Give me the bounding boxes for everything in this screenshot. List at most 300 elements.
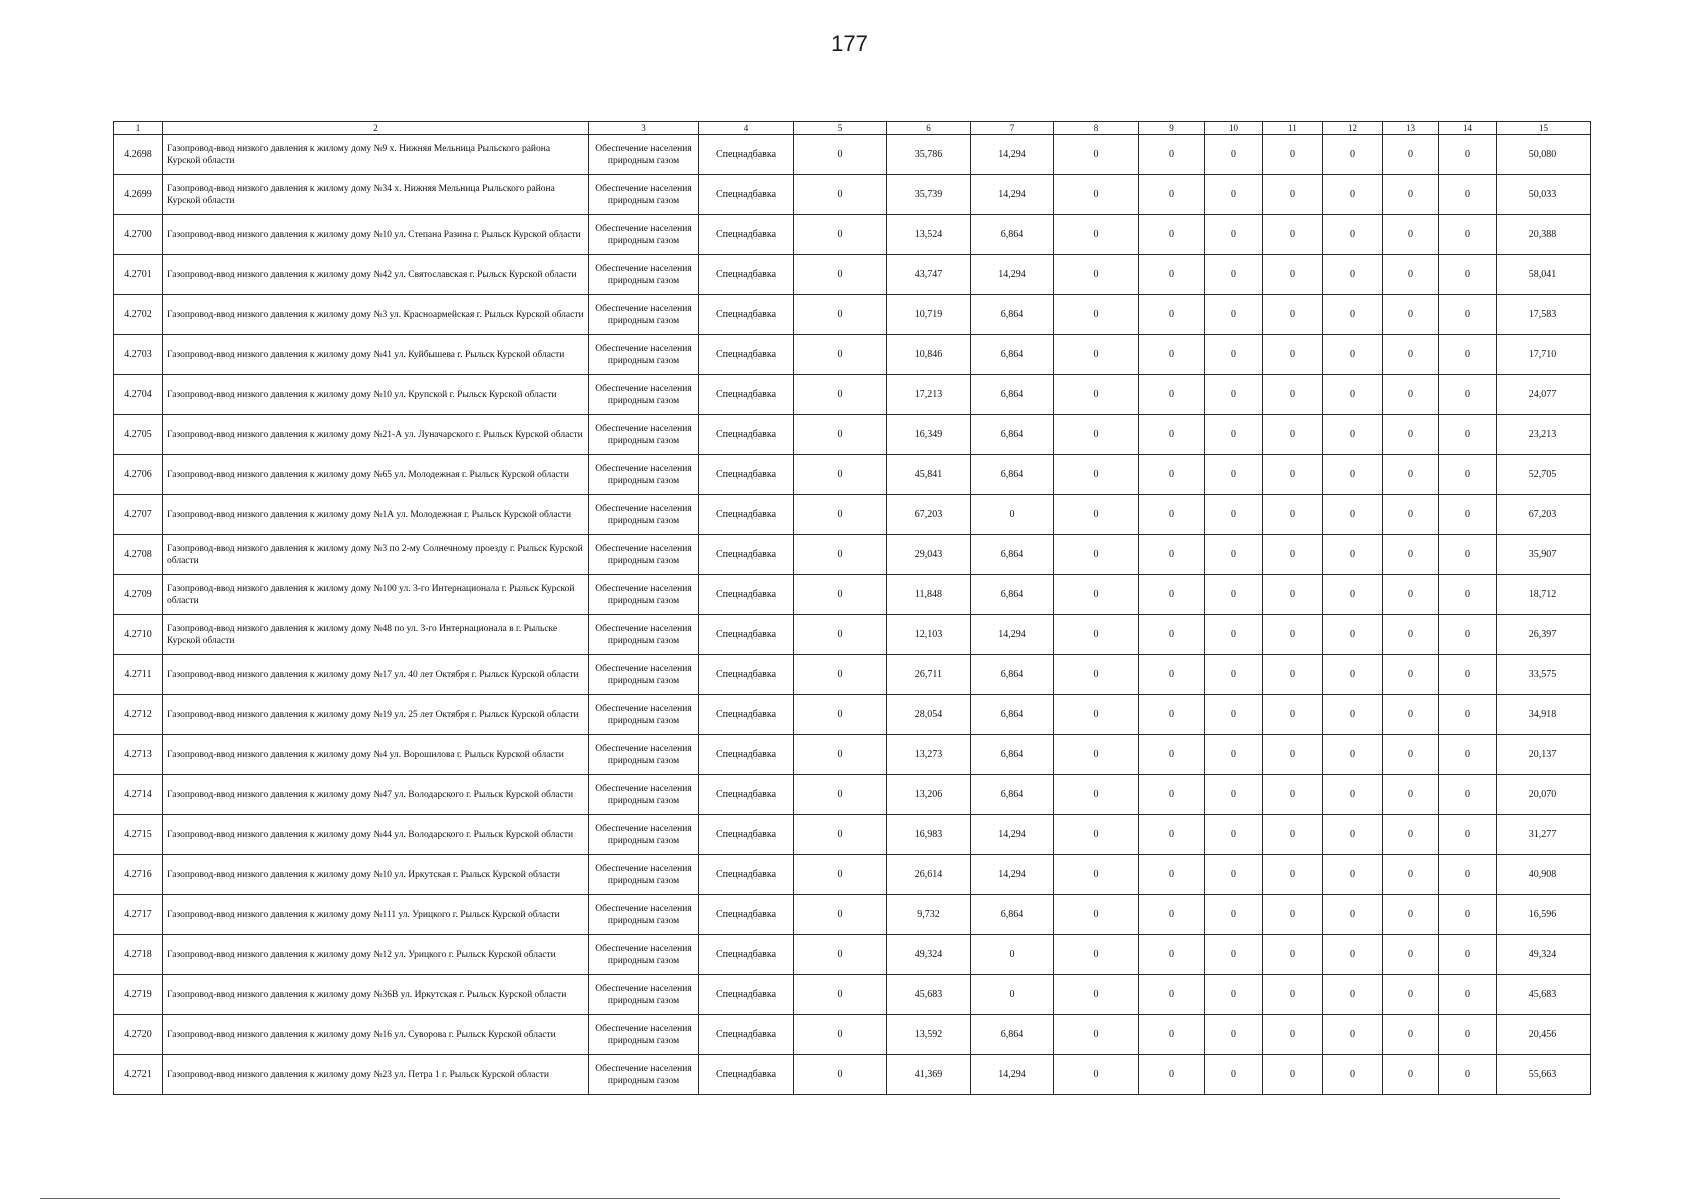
value-cell-col5: 0 (794, 175, 887, 215)
value-cell-col8: 0 (1054, 935, 1139, 975)
row-id-cell: 4.2703 (114, 335, 163, 375)
value-cell-col9: 0 (1139, 255, 1205, 295)
value-cell-col6: 13,524 (887, 215, 971, 255)
value-cell-col8: 0 (1054, 255, 1139, 295)
value-cell-col9: 0 (1139, 655, 1205, 695)
value-cell-col10: 0 (1205, 135, 1263, 175)
value-cell-col14: 0 (1439, 815, 1497, 855)
value-cell-col9: 0 (1139, 135, 1205, 175)
value-cell-col5: 0 (794, 735, 887, 775)
value-cell-col11: 0 (1263, 215, 1323, 255)
value-cell-col5: 0 (794, 655, 887, 695)
value-cell-col7: 6,864 (971, 335, 1054, 375)
value-cell-col13: 0 (1383, 895, 1439, 935)
value-cell-col15: 23,213 (1497, 415, 1591, 455)
value-cell-col5: 0 (794, 855, 887, 895)
funding-source-cell: Спецнадбавка (699, 215, 794, 255)
value-cell-col8: 0 (1054, 655, 1139, 695)
value-cell-col8: 0 (1054, 495, 1139, 535)
value-cell-col14: 0 (1439, 775, 1497, 815)
value-cell-col10: 0 (1205, 1015, 1263, 1055)
value-cell-col8: 0 (1054, 335, 1139, 375)
value-cell-col8: 0 (1054, 1015, 1139, 1055)
value-cell-col9: 0 (1139, 335, 1205, 375)
value-cell-col11: 0 (1263, 615, 1323, 655)
value-cell-col11: 0 (1263, 735, 1323, 775)
value-cell-col11: 0 (1263, 295, 1323, 335)
table-row (114, 495, 1591, 535)
value-cell-col6: 10,846 (887, 335, 971, 375)
value-cell-col7: 6,864 (971, 535, 1054, 575)
object-name-cell: Газопровод-ввод низкого давления к жилому дому №10 ул. Степана Разина г. Рыльск Курской области (163, 215, 589, 255)
value-cell-col13: 0 (1383, 535, 1439, 575)
object-name-cell: Газопровод-ввод низкого давления к жилому дому №44 ул. Володарского г. Рыльск Курской области (163, 815, 589, 855)
column-header-6: 6 (887, 122, 971, 135)
value-cell-col15: 16,596 (1497, 895, 1591, 935)
funding-source-cell: Спецнадбавка (699, 855, 794, 895)
row-id-cell: 4.2719 (114, 975, 163, 1015)
value-cell-col7: 0 (971, 975, 1054, 1015)
value-cell-col6: 9,732 (887, 895, 971, 935)
value-cell-col11: 0 (1263, 655, 1323, 695)
funding-source-cell: Спецнадбавка (699, 495, 794, 535)
row-id-cell: 4.2701 (114, 255, 163, 295)
value-cell-col14: 0 (1439, 1015, 1497, 1055)
purpose-cell: Обеспечение населения природным газом (589, 775, 699, 815)
value-cell-col15: 31,277 (1497, 815, 1591, 855)
object-name-cell: Газопровод-ввод низкого давления к жилому дому №34 х. Нижняя Мельница Рыльского района Курской области (163, 175, 589, 215)
value-cell-col5: 0 (794, 215, 887, 255)
row-id-cell: 4.2715 (114, 815, 163, 855)
value-cell-col15: 20,456 (1497, 1015, 1591, 1055)
purpose-cell: Обеспечение населения природным газом (589, 1055, 699, 1095)
value-cell-col12: 0 (1323, 295, 1383, 335)
value-cell-col8: 0 (1054, 575, 1139, 615)
value-cell-col10: 0 (1205, 535, 1263, 575)
value-cell-col11: 0 (1263, 135, 1323, 175)
purpose-cell: Обеспечение населения природным газом (589, 535, 699, 575)
value-cell-col13: 0 (1383, 295, 1439, 335)
value-cell-col15: 52,705 (1497, 455, 1591, 495)
funding-source-cell: Спецнадбавка (699, 455, 794, 495)
column-header-9: 9 (1139, 122, 1205, 135)
table-row (114, 575, 1591, 615)
page-number: 177 (831, 31, 868, 56)
value-cell-col14: 0 (1439, 335, 1497, 375)
value-cell-col15: 17,583 (1497, 295, 1591, 335)
table-row (114, 215, 1591, 255)
value-cell-col6: 45,841 (887, 455, 971, 495)
value-cell-col5: 0 (794, 615, 887, 655)
value-cell-col5: 0 (794, 495, 887, 535)
value-cell-col6: 17,213 (887, 375, 971, 415)
row-id-cell: 4.2705 (114, 415, 163, 455)
value-cell-col10: 0 (1205, 415, 1263, 455)
value-cell-col14: 0 (1439, 135, 1497, 175)
value-cell-col5: 0 (794, 815, 887, 855)
value-cell-col11: 0 (1263, 375, 1323, 415)
value-cell-col10: 0 (1205, 775, 1263, 815)
row-id-cell: 4.2718 (114, 935, 163, 975)
value-cell-col11: 0 (1263, 1055, 1323, 1095)
table-body (114, 135, 1591, 1095)
value-cell-col8: 0 (1054, 295, 1139, 335)
purpose-cell: Обеспечение населения природным газом (589, 495, 699, 535)
value-cell-col6: 16,983 (887, 815, 971, 855)
value-cell-col5: 0 (794, 695, 887, 735)
row-id-cell: 4.2706 (114, 455, 163, 495)
value-cell-col9: 0 (1139, 455, 1205, 495)
value-cell-col6: 11,848 (887, 575, 971, 615)
value-cell-col14: 0 (1439, 415, 1497, 455)
value-cell-col6: 35,786 (887, 135, 971, 175)
value-cell-col10: 0 (1205, 175, 1263, 215)
value-cell-col13: 0 (1383, 775, 1439, 815)
value-cell-col9: 0 (1139, 575, 1205, 615)
value-cell-col10: 0 (1205, 615, 1263, 655)
table-row (114, 375, 1591, 415)
funding-source-cell: Спецнадбавка (699, 735, 794, 775)
value-cell-col7: 6,864 (971, 575, 1054, 615)
object-name-cell: Газопровод-ввод низкого давления к жилому дому №21-А ул. Луначарского г. Рыльск Курской области (163, 415, 589, 455)
value-cell-col8: 0 (1054, 1055, 1139, 1095)
value-cell-col13: 0 (1383, 575, 1439, 615)
value-cell-col7: 0 (971, 935, 1054, 975)
object-name-cell: Газопровод-ввод низкого давления к жилому дому №16 ул. Суворова г. Рыльск Курской области (163, 1015, 589, 1055)
column-header-15: 15 (1497, 122, 1591, 135)
value-cell-col9: 0 (1139, 975, 1205, 1015)
table-row (114, 1055, 1591, 1095)
value-cell-col11: 0 (1263, 455, 1323, 495)
value-cell-col9: 0 (1139, 175, 1205, 215)
value-cell-col15: 35,907 (1497, 535, 1591, 575)
value-cell-col12: 0 (1323, 375, 1383, 415)
value-cell-col5: 0 (794, 1055, 887, 1095)
purpose-cell: Обеспечение населения природным газом (589, 655, 699, 695)
column-header-2: 2 (163, 122, 589, 135)
table-row (114, 415, 1591, 455)
purpose-cell: Обеспечение населения природным газом (589, 855, 699, 895)
value-cell-col5: 0 (794, 295, 887, 335)
value-cell-col11: 0 (1263, 575, 1323, 615)
funding-source-cell: Спецнадбавка (699, 295, 794, 335)
value-cell-col13: 0 (1383, 1015, 1439, 1055)
value-cell-col10: 0 (1205, 855, 1263, 895)
value-cell-col5: 0 (794, 935, 887, 975)
value-cell-col11: 0 (1263, 895, 1323, 935)
value-cell-col7: 0 (971, 495, 1054, 535)
funding-source-cell: Спецнадбавка (699, 375, 794, 415)
value-cell-col7: 14,294 (971, 815, 1054, 855)
column-header-8: 8 (1054, 122, 1139, 135)
purpose-cell: Обеспечение населения природным газом (589, 735, 699, 775)
table-row (114, 535, 1591, 575)
page-bottom-divider (40, 1198, 1560, 1199)
value-cell-col6: 10,719 (887, 295, 971, 335)
value-cell-col7: 6,864 (971, 375, 1054, 415)
object-name-cell: Газопровод-ввод низкого давления к жилому дому №4 ул. Ворошилова г. Рыльск Курской области (163, 735, 589, 775)
value-cell-col9: 0 (1139, 935, 1205, 975)
value-cell-col10: 0 (1205, 655, 1263, 695)
funding-source-cell: Спецнадбавка (699, 975, 794, 1015)
value-cell-col5: 0 (794, 135, 887, 175)
funding-source-cell: Спецнадбавка (699, 775, 794, 815)
value-cell-col10: 0 (1205, 935, 1263, 975)
row-id-cell: 4.2699 (114, 175, 163, 215)
object-name-cell: Газопровод-ввод низкого давления к жилому дому №23 ул. Петра 1 г. Рыльск Курской области (163, 1055, 589, 1095)
value-cell-col7: 14,294 (971, 255, 1054, 295)
table-row (114, 975, 1591, 1015)
value-cell-col8: 0 (1054, 695, 1139, 735)
table-row (114, 935, 1591, 975)
purpose-cell: Обеспечение населения природным газом (589, 295, 699, 335)
value-cell-col11: 0 (1263, 775, 1323, 815)
value-cell-col13: 0 (1383, 975, 1439, 1015)
value-cell-col14: 0 (1439, 455, 1497, 495)
table-row (114, 455, 1591, 495)
value-cell-col9: 0 (1139, 895, 1205, 935)
value-cell-col7: 6,864 (971, 775, 1054, 815)
value-cell-col12: 0 (1323, 815, 1383, 855)
value-cell-col7: 14,294 (971, 135, 1054, 175)
value-cell-col12: 0 (1323, 495, 1383, 535)
table-row (114, 695, 1591, 735)
value-cell-col15: 40,908 (1497, 855, 1591, 895)
value-cell-col9: 0 (1139, 815, 1205, 855)
value-cell-col13: 0 (1383, 655, 1439, 695)
value-cell-col6: 13,206 (887, 775, 971, 815)
value-cell-col12: 0 (1323, 895, 1383, 935)
value-cell-col9: 0 (1139, 1055, 1205, 1095)
object-name-cell: Газопровод-ввод низкого давления к жилому дому №12 ул. Урицкого г. Рыльск Курской области (163, 935, 589, 975)
column-header-4: 4 (699, 122, 794, 135)
value-cell-col14: 0 (1439, 175, 1497, 215)
column-header-14: 14 (1439, 122, 1497, 135)
value-cell-col14: 0 (1439, 695, 1497, 735)
object-name-cell: Газопровод-ввод низкого давления к жилому дому №41 ул. Куйбышева г. Рыльск Курской области (163, 335, 589, 375)
value-cell-col8: 0 (1054, 175, 1139, 215)
value-cell-col7: 6,864 (971, 455, 1054, 495)
value-cell-col10: 0 (1205, 975, 1263, 1015)
column-header-10: 10 (1205, 122, 1263, 135)
column-header-12: 12 (1323, 122, 1383, 135)
object-name-cell: Газопровод-ввод низкого давления к жилому дому №111 ул. Урицкого г. Рыльск Курской области (163, 895, 589, 935)
value-cell-col13: 0 (1383, 1055, 1439, 1095)
purpose-cell: Обеспечение населения природным газом (589, 935, 699, 975)
value-cell-col5: 0 (794, 575, 887, 615)
value-cell-col10: 0 (1205, 695, 1263, 735)
funding-source-cell: Спецнадбавка (699, 895, 794, 935)
value-cell-col7: 14,294 (971, 175, 1054, 215)
value-cell-col8: 0 (1054, 375, 1139, 415)
value-cell-col14: 0 (1439, 575, 1497, 615)
value-cell-col5: 0 (794, 975, 887, 1015)
object-name-cell: Газопровод-ввод низкого давления к жилому дому №42 ул. Святославская г. Рыльск Курской области (163, 255, 589, 295)
value-cell-col10: 0 (1205, 335, 1263, 375)
object-name-cell: Газопровод-ввод низкого давления к жилому дому №19 ул. 25 лет Октября г. Рыльск Курской области (163, 695, 589, 735)
object-name-cell: Газопровод-ввод низкого давления к жилому дому №65 ул. Молодежная г. Рыльск Курской области (163, 455, 589, 495)
value-cell-col12: 0 (1323, 775, 1383, 815)
value-cell-col10: 0 (1205, 1055, 1263, 1095)
value-cell-col15: 49,324 (1497, 935, 1591, 975)
purpose-cell: Обеспечение населения природным газом (589, 575, 699, 615)
value-cell-col7: 14,294 (971, 855, 1054, 895)
value-cell-col15: 33,575 (1497, 655, 1591, 695)
value-cell-col6: 13,273 (887, 735, 971, 775)
row-id-cell: 4.2721 (114, 1055, 163, 1095)
value-cell-col12: 0 (1323, 415, 1383, 455)
value-cell-col8: 0 (1054, 975, 1139, 1015)
value-cell-col9: 0 (1139, 535, 1205, 575)
value-cell-col10: 0 (1205, 215, 1263, 255)
funding-source-cell: Спецнадбавка (699, 1055, 794, 1095)
purpose-cell: Обеспечение населения природным газом (589, 135, 699, 175)
value-cell-col15: 45,683 (1497, 975, 1591, 1015)
value-cell-col12: 0 (1323, 215, 1383, 255)
value-cell-col5: 0 (794, 455, 887, 495)
funding-source-cell: Спецнадбавка (699, 655, 794, 695)
purpose-cell: Обеспечение населения природным газом (589, 975, 699, 1015)
value-cell-col7: 6,864 (971, 695, 1054, 735)
value-cell-col11: 0 (1263, 495, 1323, 535)
value-cell-col8: 0 (1054, 135, 1139, 175)
value-cell-col6: 16,349 (887, 415, 971, 455)
value-cell-col13: 0 (1383, 935, 1439, 975)
table-row (114, 855, 1591, 895)
purpose-cell: Обеспечение населения природным газом (589, 375, 699, 415)
value-cell-col6: 49,324 (887, 935, 971, 975)
value-cell-col14: 0 (1439, 735, 1497, 775)
value-cell-col15: 34,918 (1497, 695, 1591, 735)
table-row (114, 775, 1591, 815)
value-cell-col12: 0 (1323, 975, 1383, 1015)
row-id-cell: 4.2698 (114, 135, 163, 175)
value-cell-col6: 26,614 (887, 855, 971, 895)
table-row (114, 735, 1591, 775)
object-name-cell: Газопровод-ввод низкого давления к жилому дому №17 ул. 40 лет Октября г. Рыльск Курской области (163, 655, 589, 695)
value-cell-col9: 0 (1139, 855, 1205, 895)
value-cell-col9: 0 (1139, 495, 1205, 535)
value-cell-col12: 0 (1323, 695, 1383, 735)
value-cell-col6: 45,683 (887, 975, 971, 1015)
value-cell-col11: 0 (1263, 855, 1323, 895)
object-name-cell: Газопровод-ввод низкого давления к жилому дому №3 по 2-му Солнечному проезду г. Рыльск Курской области (163, 535, 589, 575)
funding-source-cell: Спецнадбавка (699, 415, 794, 455)
object-name-cell: Газопровод-ввод низкого давления к жилому дому №10 ул. Крупской г. Рыльск Курской области (163, 375, 589, 415)
value-cell-col8: 0 (1054, 895, 1139, 935)
value-cell-col6: 28,054 (887, 695, 971, 735)
column-header-13: 13 (1383, 122, 1439, 135)
row-id-cell: 4.2707 (114, 495, 163, 535)
value-cell-col12: 0 (1323, 855, 1383, 895)
purpose-cell: Обеспечение населения природным газом (589, 815, 699, 855)
value-cell-col13: 0 (1383, 135, 1439, 175)
value-cell-col14: 0 (1439, 495, 1497, 535)
value-cell-col7: 6,864 (971, 895, 1054, 935)
value-cell-col6: 29,043 (887, 535, 971, 575)
column-header-1: 1 (114, 122, 163, 135)
purpose-cell: Обеспечение населения природным газом (589, 695, 699, 735)
value-cell-col7: 6,864 (971, 415, 1054, 455)
table-row (114, 655, 1591, 695)
value-cell-col13: 0 (1383, 175, 1439, 215)
value-cell-col5: 0 (794, 255, 887, 295)
value-cell-col10: 0 (1205, 815, 1263, 855)
funding-source-cell: Спецнадбавка (699, 135, 794, 175)
value-cell-col8: 0 (1054, 535, 1139, 575)
table-row (114, 815, 1591, 855)
value-cell-col7: 14,294 (971, 1055, 1054, 1095)
value-cell-col6: 43,747 (887, 255, 971, 295)
value-cell-col10: 0 (1205, 735, 1263, 775)
value-cell-col12: 0 (1323, 455, 1383, 495)
value-cell-col12: 0 (1323, 175, 1383, 215)
value-cell-col7: 6,864 (971, 735, 1054, 775)
value-cell-col11: 0 (1263, 535, 1323, 575)
value-cell-col11: 0 (1263, 935, 1323, 975)
value-cell-col15: 20,137 (1497, 735, 1591, 775)
table-row (114, 615, 1591, 655)
value-cell-col6: 26,711 (887, 655, 971, 695)
value-cell-col9: 0 (1139, 775, 1205, 815)
value-cell-col15: 67,203 (1497, 495, 1591, 535)
value-cell-col8: 0 (1054, 615, 1139, 655)
funding-source-cell: Спецнадбавка (699, 255, 794, 295)
funding-source-cell: Спецнадбавка (699, 335, 794, 375)
value-cell-col6: 35,739 (887, 175, 971, 215)
column-header-5: 5 (794, 122, 887, 135)
row-id-cell: 4.2702 (114, 295, 163, 335)
row-id-cell: 4.2704 (114, 375, 163, 415)
value-cell-col13: 0 (1383, 255, 1439, 295)
purpose-cell: Обеспечение населения природным газом (589, 1015, 699, 1055)
value-cell-col14: 0 (1439, 535, 1497, 575)
value-cell-col7: 6,864 (971, 215, 1054, 255)
funding-source-cell: Спецнадбавка (699, 935, 794, 975)
purpose-cell: Обеспечение населения природным газом (589, 335, 699, 375)
value-cell-col13: 0 (1383, 415, 1439, 455)
purpose-cell: Обеспечение населения природным газом (589, 415, 699, 455)
value-cell-col8: 0 (1054, 735, 1139, 775)
value-cell-col11: 0 (1263, 1015, 1323, 1055)
value-cell-col12: 0 (1323, 535, 1383, 575)
row-id-cell: 4.2712 (114, 695, 163, 735)
purpose-cell: Обеспечение населения природным газом (589, 895, 699, 935)
value-cell-col13: 0 (1383, 455, 1439, 495)
value-cell-col5: 0 (794, 335, 887, 375)
value-cell-col10: 0 (1205, 575, 1263, 615)
value-cell-col9: 0 (1139, 215, 1205, 255)
value-cell-col10: 0 (1205, 255, 1263, 295)
table-row (114, 295, 1591, 335)
funding-source-cell: Спецнадбавка (699, 1015, 794, 1055)
object-name-cell: Газопровод-ввод низкого давления к жилому дому №100 ул. 3-го Интернационала г. Рыльск Курской области (163, 575, 589, 615)
funding-source-cell: Спецнадбавка (699, 615, 794, 655)
value-cell-col5: 0 (794, 775, 887, 815)
purpose-cell: Обеспечение населения природным газом (589, 255, 699, 295)
value-cell-col14: 0 (1439, 895, 1497, 935)
value-cell-col12: 0 (1323, 1015, 1383, 1055)
value-cell-col14: 0 (1439, 855, 1497, 895)
value-cell-col10: 0 (1205, 375, 1263, 415)
value-cell-col8: 0 (1054, 415, 1139, 455)
value-cell-col12: 0 (1323, 335, 1383, 375)
value-cell-col9: 0 (1139, 1015, 1205, 1055)
value-cell-col15: 26,397 (1497, 615, 1591, 655)
value-cell-col11: 0 (1263, 255, 1323, 295)
value-cell-col14: 0 (1439, 935, 1497, 975)
value-cell-col15: 55,663 (1497, 1055, 1591, 1095)
